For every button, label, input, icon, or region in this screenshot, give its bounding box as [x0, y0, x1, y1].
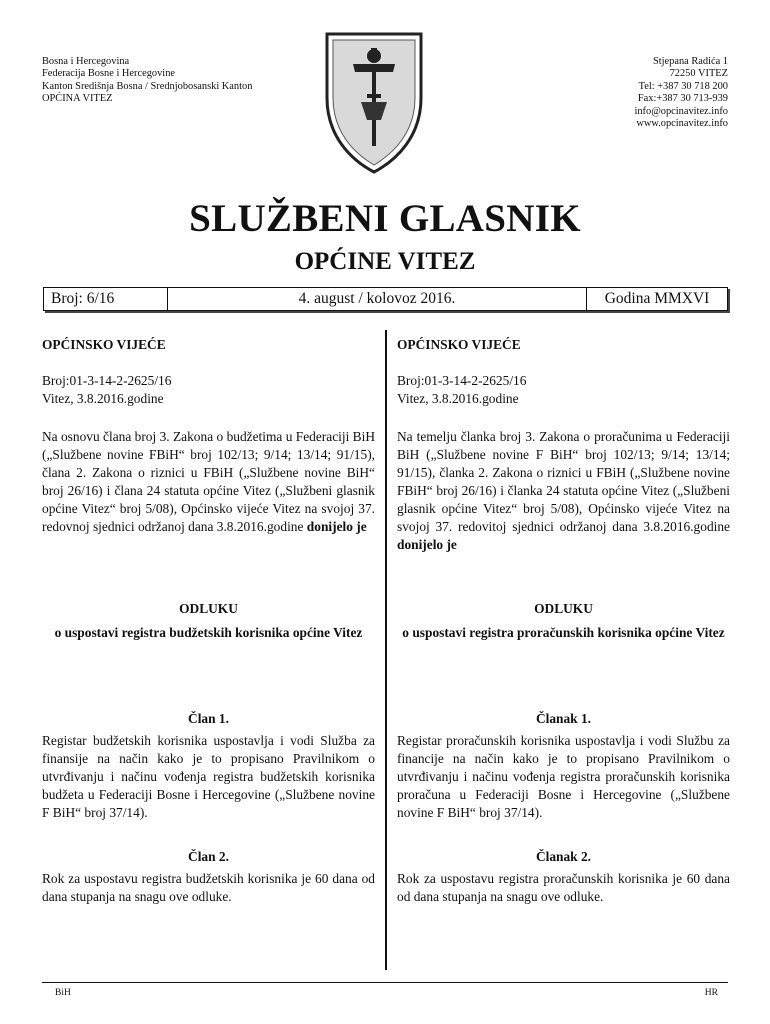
issuer-line: OPĆINA VITEZ: [42, 93, 113, 105]
gazette-title: SLUŽBENI GLASNIK: [189, 197, 581, 240]
contact-phone: Tel: +387 30 718 200: [638, 80, 728, 92]
decision-title: ODLUKU: [179, 601, 238, 616]
article-1-title: Član 1.: [188, 711, 229, 726]
reference-number: Broj:01-3-14-2-2625/16: [42, 373, 172, 388]
contact-street: Stjepana Radića 1: [652, 56, 728, 67]
article-2-text: Rok za uspostavu registra budžetskih korisnika je 60 dana od dana stupanja na snagu ove odluke.: [42, 871, 375, 904]
footer-right-label: HR: [704, 988, 718, 998]
issue-date: 4. august / kolovoz 2016.: [168, 288, 587, 310]
article-2-title: Član 2.: [188, 849, 229, 864]
reference-block: [397, 372, 730, 408]
reference-date: Vitez, 3.8.2016.godine: [397, 391, 519, 406]
reference-date: Vitez, 3.8.2016.godine: [42, 391, 164, 406]
council-heading: OPĆINSKO VIJEĆE: [42, 337, 166, 352]
article-1-title: Članak 1.: [535, 711, 592, 726]
column-divider: [385, 330, 387, 970]
contact-city: 72250 VITEZ: [669, 68, 728, 80]
preamble-paragraph: [397, 428, 730, 554]
preamble-bold: donijelo je: [397, 537, 457, 552]
bosnian-column: [42, 336, 375, 904]
decision-title: ODLUKU: [534, 601, 593, 616]
issue-info-bar: [43, 287, 728, 311]
reference-number: Broj:01-3-14-2-2625/16: [397, 373, 527, 388]
issuer-line: Kanton Središnja Bosna / Srednjobosanski Kanton: [42, 80, 253, 92]
article-2-text: Rok za uspostavu registra proračunskih korisnika je 60 dana od dana stupanja na snagu ove odluke.: [397, 871, 730, 904]
council-heading: OPĆINSKO VIJEĆE: [397, 337, 521, 352]
reference-block: [42, 372, 375, 408]
preamble-bold: donijelo je: [306, 519, 367, 534]
contact-website: www.opcinavitez.info: [636, 118, 728, 130]
decision-subtitle: o uspostavi registra proračunskih korisnika općine Vitez: [402, 625, 725, 640]
issue-number: Broj: 6/16: [44, 288, 168, 310]
footer-left-label: BiH: [55, 988, 71, 998]
issuer-line: Federacija Bosne i Hercegovine: [42, 68, 176, 80]
contact-fax: Fax:+387 30 713-939: [637, 93, 728, 105]
contact-email: info@opcinavitez.info: [634, 105, 728, 117]
preamble-paragraph: [42, 428, 375, 536]
article-1-text: Registar proračunskih korisnika uspostavlja i vodi Službu za financije na način kako je to propisano Pravilnikom o utvrđivanju i načinu vođenja registra proračunskih korisnika proračuna u Federaciji Bosne i Hercegovine („Službene novine F BiH“ broj 37/14).: [397, 733, 730, 820]
gazette-subtitle: OPĆINE VITEZ: [294, 248, 476, 275]
decision-subtitle: o uspostavi registra budžetskih korisnika općine Vitez: [54, 625, 363, 640]
article-1-text: Registar budžetskih korisnika uspostavlja i vodi Služba za finansije na način kako je to propisano Pravilnikom o utvrđivanju i načinu vođenja registra budžetskih korisnika budžeta u Federaciji Bosne i Hercegovine („Službene novine F BiH“ broj 37/14).: [42, 733, 375, 820]
issuer-address-block: [42, 56, 252, 106]
coat-of-arms-icon: [323, 28, 425, 176]
contact-block: [634, 56, 728, 130]
article-2-title: Članak 2.: [535, 849, 592, 864]
issuer-line: Bosna i Hercegovina: [42, 56, 130, 67]
preamble-text: Na osnovu člana broj 3. Zakona o budžetima u Federaciji BiH („Službene novine FBiH“ broj 102/13; 9/14; 13/14; 91/15), člana 2. Zakona o riznici u FBiH („Službene novine BiH“ broj 26/16) i člana 24 statuta općine Vitez („Službeni glasnik općine Vitez“ broj 5/08), Općinsko vijeće Vitez na svojoj 37. redovnoj sjednici održanoj dana 3.8.2016.godine: [42, 429, 375, 534]
footer-rule: [42, 982, 728, 983]
preamble-text: Na temelju članka broj 3. Zakona o proračunima u Federaciji BiH („Službene novine F BiH“ broj 102/13; 9/14; 13/14; 91/15), članka 2. Zakona o riznici u FBiH („Službene novine FBiH“ broj 26/16) i članka 24 statuta općine Vitez („Službeni glasnik općine Vitez“ broj 5/08), Općinsko vijeće Vitez na svojoj 37. redovitoj sjednici održanoj dana 3.8.2016.godine: [397, 429, 730, 534]
issue-year: Godina MMXVI: [604, 290, 710, 307]
croatian-column: [397, 336, 730, 904]
